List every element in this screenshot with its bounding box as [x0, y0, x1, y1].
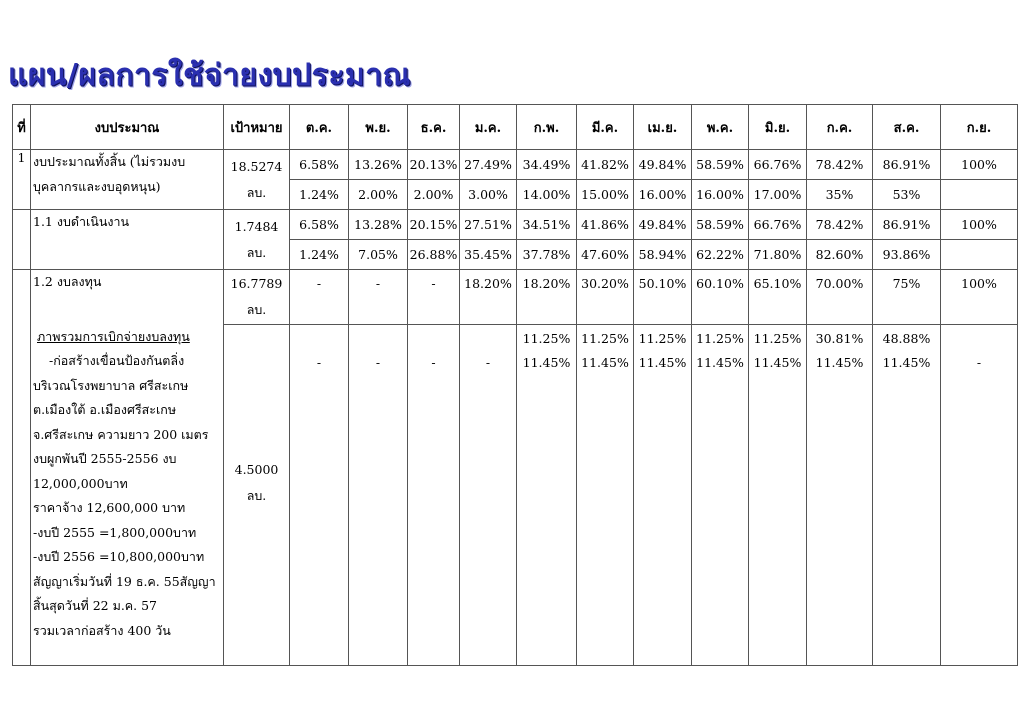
plan-cell: - [349, 270, 408, 325]
project-line: บริเวณโรงพยาบาล ศรีสะเกษ [33, 377, 189, 393]
plan-value: 11.25% [638, 331, 687, 346]
project-line: ราคาจ้าง 12,600,000 บาท [33, 500, 186, 515]
actual-cell: 93.86% [873, 240, 941, 270]
header-no: ที่ [13, 105, 31, 150]
plan-cell: 27.49% [460, 150, 517, 180]
plan-cell: 58.59% [692, 150, 749, 180]
target-unit: ลบ. [246, 302, 267, 317]
actual-cell: 15.00% [577, 180, 634, 210]
header-month: พ.ค. [692, 105, 749, 150]
plan-cell: 30.20% [577, 270, 634, 325]
actual-cell: 17.00% [749, 180, 807, 210]
plan-cell: 100% [941, 270, 1018, 325]
project-cell [941, 325, 1018, 666]
table-row-project [13, 325, 1018, 666]
plan-value: 11.25% [753, 331, 802, 346]
table-row-investment-plan [13, 270, 1018, 325]
table-row-operating-plan [13, 210, 1018, 240]
project-cell [290, 325, 349, 666]
actual-cell: 14.00% [517, 180, 577, 210]
project-line: จ.ศรีสะเกษ ความยาว 200 เมตร [33, 426, 209, 442]
project-cell [692, 325, 749, 666]
actual-cell: 2.00% [408, 180, 460, 210]
header-month: ส.ค. [873, 105, 941, 150]
project-cell [749, 325, 807, 666]
project-cell [577, 325, 634, 666]
budget-table [12, 104, 1018, 666]
plan-cell: 60.10% [692, 270, 749, 325]
plan-cell: 49.84% [634, 210, 692, 240]
page-title: แผน/ผลการใช้จ่ายงบประมาณ [8, 58, 411, 93]
plan-cell: 100% [941, 150, 1018, 180]
project-cell [873, 325, 941, 666]
project-line: -งบปี 2556 =10,800,000บาท [33, 549, 205, 564]
plan-cell: - [408, 270, 460, 325]
actual-cell: 26.88% [408, 240, 460, 270]
plan-cell: 100% [941, 210, 1018, 240]
plan-value: 11.25% [522, 331, 571, 346]
project-cell [460, 325, 517, 666]
target-value: 4.5000 [234, 462, 279, 477]
actual-cell: 3.00% [460, 180, 517, 210]
project-line: -งบปี 2555 =1,800,000บาท [33, 524, 197, 540]
actual-cell: 35.45% [460, 240, 517, 270]
actual-cell: 47.60% [577, 240, 634, 270]
plan-value: - [375, 355, 381, 370]
actual-cell: 37.78% [517, 240, 577, 270]
plan-cell: 20.13% [408, 150, 460, 180]
plan-value: 11.25% [696, 331, 744, 346]
plan-cell: 27.51% [460, 210, 517, 240]
plan-cell: 34.49% [517, 150, 577, 180]
plan-cell: 13.26% [349, 150, 408, 180]
project-line: 12,000,000บาท [33, 475, 128, 491]
actual-cell: 58.94% [634, 240, 692, 270]
plan-cell: 78.42% [807, 150, 873, 180]
target-value: 1.7484 [234, 218, 279, 234]
plan-value: - [485, 355, 491, 370]
header-month: ก.ย. [941, 105, 1018, 150]
actual-cell: 16.00% [634, 180, 692, 210]
actual-value: 11.45% [753, 355, 802, 370]
project-heading: ภาพรวมการเบิกจ่ายงบลงทุน [37, 328, 190, 344]
plan-cell: 18.20% [460, 270, 517, 325]
actual-value: 11.45% [522, 355, 571, 370]
plan-cell: 49.84% [634, 150, 692, 180]
plan-cell: 75% [873, 270, 941, 325]
project-line: รวมเวลาก่อสร้าง 400 วัน [33, 622, 171, 638]
target-cell-project [224, 325, 290, 666]
actual-cell: 2.00% [349, 180, 408, 210]
actual-cell: 1.24% [290, 180, 349, 210]
plan-cell: 65.10% [749, 270, 807, 325]
header-budget: งบประมาณ [31, 105, 224, 150]
header-month: มี.ค. [577, 105, 634, 150]
project-line: -ก่อสร้างเขื่อนป้องกันตลิ่ง [49, 353, 185, 368]
actual-cell: 16.00% [692, 180, 749, 210]
actual-value: 11.45% [581, 355, 629, 370]
plan-cell: 34.51% [517, 210, 577, 240]
project-cell [349, 325, 408, 666]
header-month: พ.ย. [349, 105, 408, 150]
plan-cell: 6.58% [290, 210, 349, 240]
project-cell [517, 325, 577, 666]
target-value: 18.5274 [230, 158, 283, 174]
plan-value: 30.81% [815, 331, 864, 346]
row-label-investment: 1.2 งบลงทุน [31, 270, 224, 325]
header-target: เป้าหมาย [224, 105, 290, 150]
project-line: ต.เมืองใต้ อ.เมืองศรีสะเกษ [33, 402, 177, 417]
project-line: สิ้นสุดวันที่ 22 ม.ค. 57 [33, 598, 158, 613]
plan-cell: 6.58% [290, 150, 349, 180]
plan-value: - [316, 355, 322, 370]
plan-value: - [431, 355, 436, 370]
target-unit: ลบ. [246, 244, 267, 260]
project-cell [807, 325, 873, 666]
plan-cell: 18.20% [517, 270, 577, 325]
header-month: มิ.ย. [749, 105, 807, 150]
actual-value: 11.45% [638, 355, 687, 370]
target-unit: ลบ. [246, 488, 267, 503]
plan-cell: 58.59% [692, 210, 749, 240]
plan-cell: 86.91% [873, 150, 941, 180]
plan-cell: 41.82% [577, 150, 634, 180]
plan-cell: 78.42% [807, 210, 873, 240]
actual-cell: 53% [873, 180, 941, 210]
row-label-operating: 1.1 งบดำเนินงาน [31, 210, 224, 270]
row-label-total: งบประมาณทั้งสิ้น (ไม่รวมงบบุคลากรและงบอุดหนุน) [31, 150, 224, 210]
actual-value: 11.45% [882, 355, 931, 370]
row-number-empty [13, 210, 31, 270]
actual-value: 11.45% [815, 355, 864, 370]
target-cell-total [224, 150, 290, 210]
actual-cell: 71.80% [749, 240, 807, 270]
plan-cell: 66.76% [749, 150, 807, 180]
actual-value: 11.45% [696, 355, 744, 370]
project-description [31, 325, 224, 666]
header-month: ธ.ค. [408, 105, 460, 150]
project-line: สัญญาเริ่มวันที่ 19 ธ.ค. 55สัญญา [33, 573, 216, 589]
actual-cell: 82.60% [807, 240, 873, 270]
header-month: ก.ค. [807, 105, 873, 150]
actual-value: - [976, 355, 982, 370]
project-cell [634, 325, 692, 666]
actual-cell: 35% [807, 180, 873, 210]
project-line: งบผูกพันปี 2555-2556 งบ [33, 451, 177, 466]
actual-cell: 62.22% [692, 240, 749, 270]
target-cell-investment [224, 270, 290, 325]
row-number-empty [13, 270, 31, 666]
plan-value: 11.25% [581, 331, 629, 346]
header-month: เม.ย. [634, 105, 692, 150]
plan-cell: 86.91% [873, 210, 941, 240]
header-month: ม.ค. [460, 105, 517, 150]
target-value: 16.7789 [230, 276, 283, 291]
actual-cell [941, 180, 1018, 210]
row-number: 1 [13, 150, 31, 210]
plan-cell: 70.00% [807, 270, 873, 325]
header-month: ต.ค. [290, 105, 349, 150]
plan-cell: 50.10% [634, 270, 692, 325]
target-cell-operating [224, 210, 290, 270]
plan-cell: 20.15% [408, 210, 460, 240]
actual-cell [941, 240, 1018, 270]
plan-cell: - [290, 270, 349, 325]
project-cell [408, 325, 460, 666]
target-unit: ลบ. [246, 184, 267, 200]
plan-cell: 41.86% [577, 210, 634, 240]
actual-cell: 7.05% [349, 240, 408, 270]
header-row [13, 105, 1018, 150]
plan-value: 48.88% [882, 331, 931, 346]
plan-cell: 13.28% [349, 210, 408, 240]
actual-cell: 1.24% [290, 240, 349, 270]
plan-cell: 66.76% [749, 210, 807, 240]
table-row-total-plan [13, 150, 1018, 180]
header-month: ก.พ. [517, 105, 577, 150]
